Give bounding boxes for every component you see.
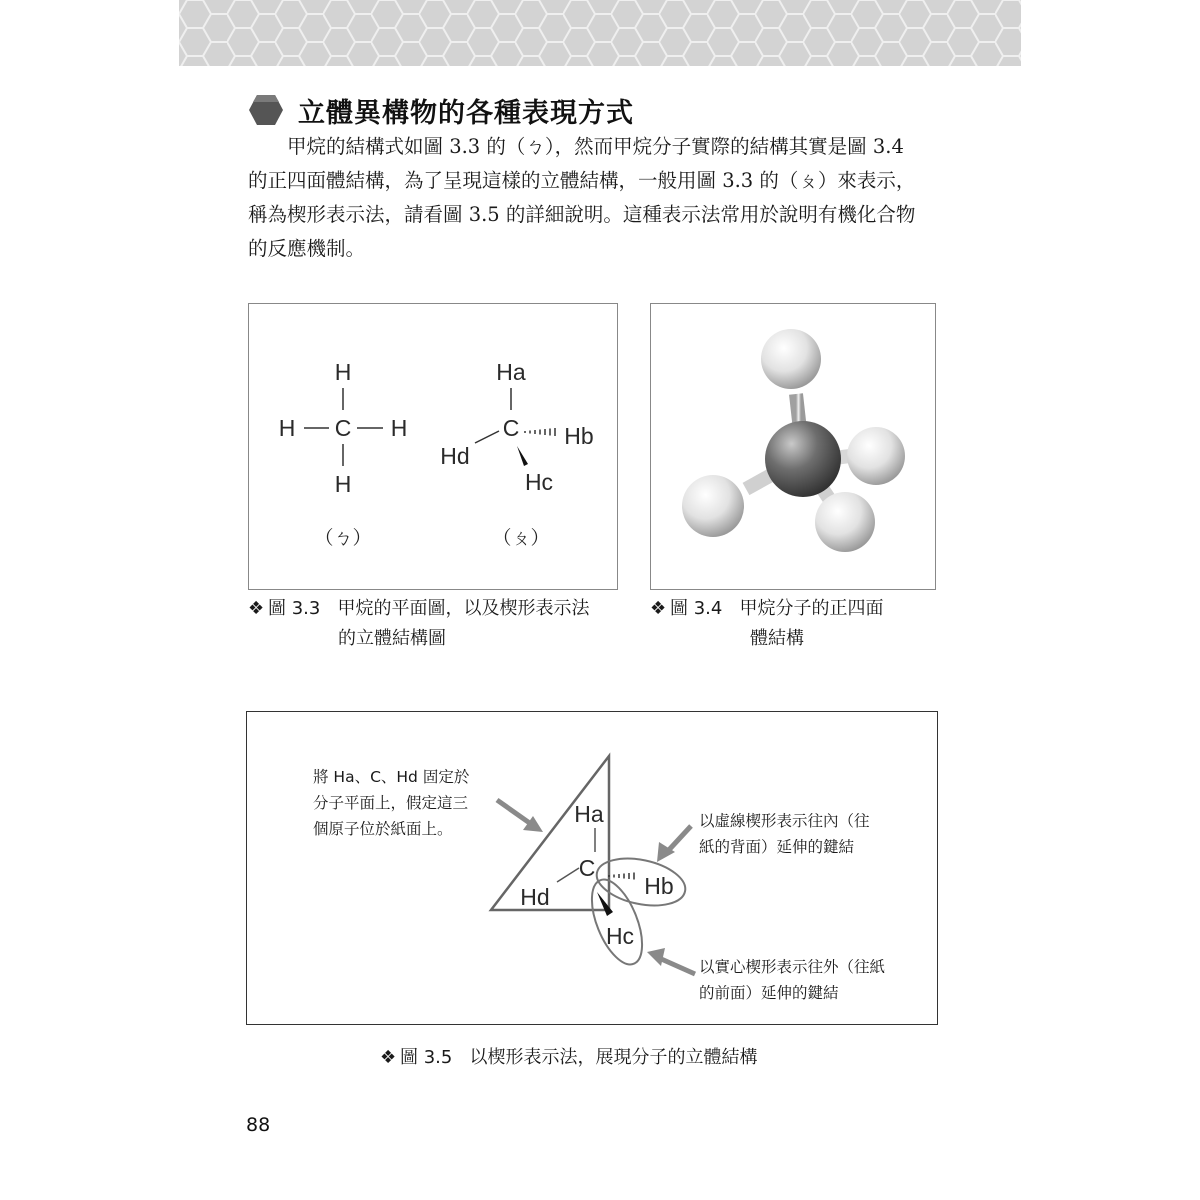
hydrogen-atom-right — [847, 427, 905, 485]
planar-h-right: H — [390, 415, 408, 441]
paragraph-line-2: 的正四面體結構，為了呈現這樣的立體結構，一般用圖 3.3 的（ㄆ）來表示， — [248, 169, 916, 192]
diagram-c: C — [578, 855, 596, 881]
methane-ball-and-stick-model — [651, 304, 935, 589]
molecular-plane-triangle — [491, 756, 609, 910]
wedge-hd: Hd — [440, 443, 470, 469]
caption-text-line-2: 體結構 — [750, 628, 804, 649]
arrow-to-dashed-bond-icon — [657, 826, 691, 862]
caption-text-line-1: 甲烷的平面圖，以及楔形表示法 — [337, 598, 590, 619]
planar-h-left: H — [278, 415, 296, 441]
diagram-ha: Ha — [574, 801, 604, 827]
note-plane-line-1: 將 Ha、C、Hd 固定於 — [313, 768, 470, 786]
solid-wedge-bond — [597, 892, 613, 916]
note-solid-line-1: 以實心楔形表示往外（往紙 — [699, 958, 886, 976]
section-title: 立體異構物的各種表現方式 — [298, 97, 634, 129]
paragraph-line-4: 的反應機制。 — [248, 237, 366, 260]
note-plane-line-2: 分子平面上，假定這三 — [313, 794, 469, 812]
paragraph-line-3: 稱為楔形表示法，請看圖 3.5 的詳細說明。這種表示法常用於說明有機化合物 — [248, 203, 916, 226]
caption-bullet-icon: ❖ — [248, 598, 265, 619]
wedge-hb: Hb — [564, 423, 594, 449]
solid-bond-highlight-ellipse — [582, 873, 653, 971]
figure-3-3-box — [248, 303, 618, 590]
caption-text-line-2: 的立體結構圖 — [338, 628, 446, 649]
planar-label: （ㄅ） — [314, 527, 372, 549]
body-paragraph — [248, 130, 938, 266]
note-dashed-wedge — [699, 808, 870, 860]
note-molecular-plane — [313, 764, 469, 842]
paragraph-line-1: 甲烷的結構式如圖 3.3 的（ㄅ），然而甲烷分子實際的結構其實是圖 3.4 — [287, 135, 904, 158]
planar-structure — [279, 359, 408, 549]
wedge-hc: Hc — [524, 469, 554, 495]
planar-h-bottom: H — [334, 471, 352, 497]
header-hexagon-band — [179, 0, 1021, 66]
figure-3-5-caption — [380, 1043, 880, 1073]
arrow-to-solid-bond-icon — [647, 948, 695, 974]
caption-number: 圖 3.5 — [400, 1047, 453, 1068]
wedge-ha: Ha — [496, 359, 526, 385]
planar-h-top: H — [334, 359, 352, 385]
dashed-bond-highlight-ellipse — [592, 851, 689, 913]
note-plane-line-3: 個原子位於紙面上。 — [313, 820, 453, 838]
caption-text: 以楔形表示法，展現分子的立體結構 — [469, 1047, 758, 1068]
methane-structure-drawings — [249, 304, 617, 589]
arrow-to-plane-icon — [497, 800, 543, 832]
caption-bullet-icon: ❖ — [650, 598, 667, 619]
hydrogen-atom-top — [761, 329, 821, 389]
figure-3-5-box — [246, 711, 938, 1025]
hexagon-pattern — [179, 0, 1021, 66]
section-heading — [248, 90, 634, 130]
dashed-wedge-bond — [525, 428, 555, 436]
planar-c-center: C — [334, 415, 352, 441]
diagram-hc: Hc — [605, 923, 635, 949]
hydrogen-atom-front — [815, 492, 875, 552]
page-number: 88 — [246, 1114, 271, 1136]
wedge-structure — [440, 359, 593, 549]
note-dashed-line-2: 紙的背面）延伸的鍵結 — [699, 838, 855, 856]
hexagon-bullet-icon — [248, 93, 284, 127]
note-solid-wedge — [699, 954, 885, 1006]
figure-3-4-caption — [650, 594, 940, 654]
note-solid-line-2: 的前面）延伸的鍵結 — [699, 984, 839, 1002]
figure-3-4-box — [650, 303, 936, 590]
caption-text-line-1: 甲烷分子的正四面 — [739, 598, 884, 619]
diagram-hb: Hb — [644, 873, 674, 899]
carbon-atom — [765, 421, 841, 497]
caption-number: 圖 3.4 — [670, 598, 723, 619]
caption-bullet-icon: ❖ — [380, 1047, 397, 1068]
note-dashed-line-1: 以虛線楔形表示往內（往 — [699, 812, 870, 830]
solid-wedge-bond — [517, 446, 528, 466]
diagram-hd: Hd — [520, 884, 550, 910]
wedge-label: （ㄆ） — [492, 527, 550, 549]
wedge-c: C — [502, 415, 520, 441]
caption-number: 圖 3.3 — [268, 598, 321, 619]
hydrogen-atom-left — [682, 475, 744, 537]
dashed-wedge-bond — [609, 873, 634, 880]
figure-3-3-caption — [248, 594, 618, 654]
